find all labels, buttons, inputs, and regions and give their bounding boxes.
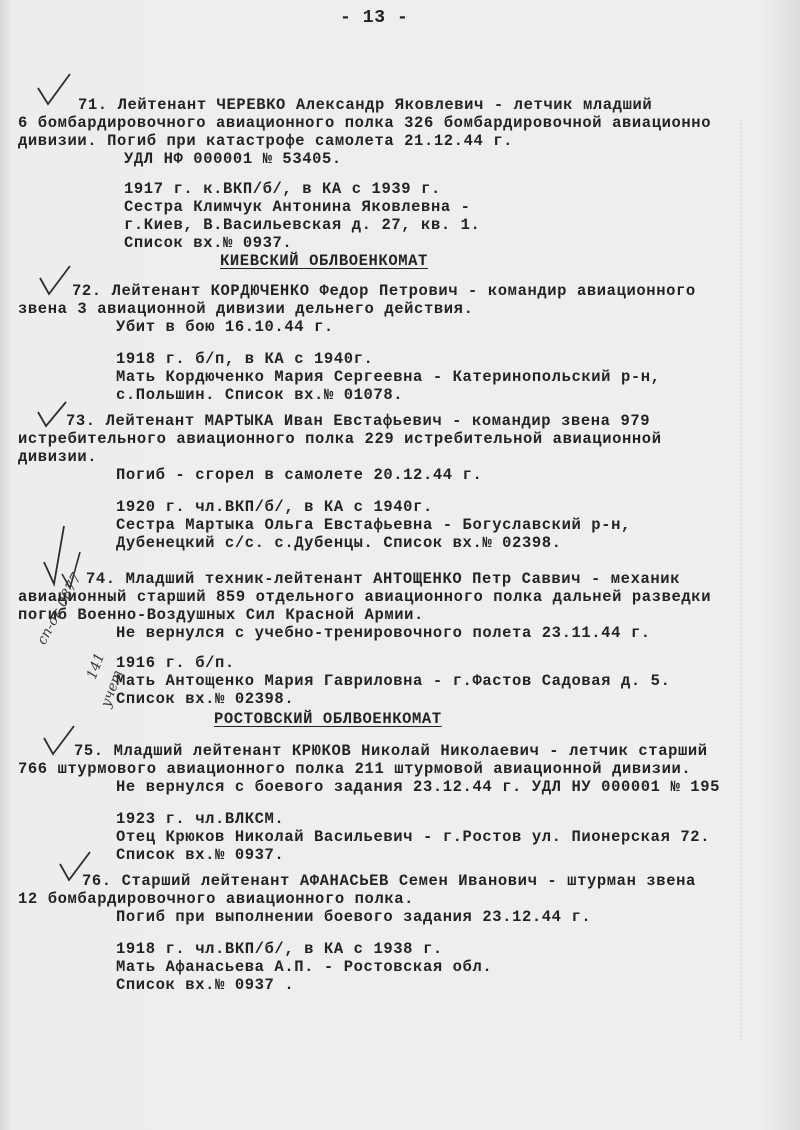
entry-line: 73. Лейтенант МАРТЫКА Иван Евстафьевич - командир звена 979 [66,412,651,430]
entry-line: истребительного авиационного полка 229 истребительной авиационной [18,430,662,448]
checkmark-icon [34,70,74,110]
detail-line: Список вх.№ 0937 . [116,976,295,994]
entry-line: 71. Лейтенант ЧЕРЕВКО Александр Яковлевич - летчик младший [78,96,653,114]
checkmark-icon [36,262,76,300]
entry-line: 75. Младший лейтенант КРЮКОВ Николай Николаевич - летчик старший [74,742,708,760]
entry-line: Погиб при выполнении боевого задания 23.12.44 г. [116,908,592,926]
handwritten-note: учет [98,667,127,710]
detail-line: Мать Кордюченко Мария Сергеевна - Катеринопольский р-н, [116,368,661,386]
entry-line: 6 бомбардировочного авиационного полка 326 бомбардировочной авиационно [18,114,712,132]
detail-line: Список вх.№ 02398. [116,690,295,708]
entry-line: звена 3 авиационной дивизии дельнего действия. [18,300,474,318]
entry-line: Не вернулся с боевого задания 23.12.44 г. УДЛ НУ 000001 № 195 [116,778,720,796]
detail-line: с.Польшин. Список вх.№ 01078. [116,386,404,404]
detail-line: Мать Антощенко Мария Гавриловна - г.Фастов Садовая д. 5. [116,672,671,690]
detail-line: 1923 г. чл.ВЛКСМ. [116,810,285,828]
section-heading: РОСТОВСКИЙ ОБЛВОЕНКОМАТ [214,710,442,728]
page-number: - 13 - [340,8,409,28]
entry-line: 74. Младший техник-лейтенант АНТОЩЕНКО Петр Саввич - механик [86,570,681,588]
entry-line: 76. Старший лейтенант АФАНАСЬЕВ Семен Иванович - штурман звена [82,872,696,890]
entry-line: Убит в бою 16.10.44 г. [116,318,334,336]
entry-line: дивизии. Погиб при катастрофе самолета 21.12.44 г. [18,132,514,150]
detail-line: Дубенецкий с/с. с.Дубенцы. Список вх.№ 02398. [116,534,562,552]
watermark-strip [740,120,782,1040]
detail-line: Отец Крюков Николай Васильевич - г.Ростов ул. Пионерская 72. [116,828,711,846]
detail-line: 1918 г. чл.ВКП/б/, в КА с 1938 г. [116,940,443,958]
entry-line: погиб Военно-Воздушных Сил Красной Армии. [18,606,424,624]
detail-line: Список вх.№ 0937. [124,234,293,252]
detail-line: Сестра Мартыка Ольга Евстафьевна - Богуславский р-н, [116,516,631,534]
entry-line: УДЛ НФ 000001 № 53405. [124,150,342,168]
detail-line: Сестра Климчук Антонина Яковлевна - [124,198,471,216]
entry-line: 12 бомбардировочного авиационного полка. [18,890,415,908]
entry-line: авиационный старший 859 отдельного авиационного полка дальней разведки [18,588,712,606]
detail-line: Мать Афанасьева А.П. - Ростовская обл. [116,958,493,976]
entry-line: 766 штурмового авиационного полка 211 штурмовой авиационной дивизии. [18,760,692,778]
checkmark-icon [34,398,70,432]
section-heading: КИЕВСКИЙ ОБЛВОЕНКОМАТ [220,252,428,270]
entry-line: Не вернулся с учебно-тренировочного полета 23.11.44 г. [116,624,651,642]
handwritten-note: 141 [84,650,109,682]
detail-line: г.Киев, В.Васильевская д. 27, кв. 1. [124,216,481,234]
detail-line: Список вх.№ 0937. [116,846,285,864]
handwritten-note: сп-ок 0877 [34,570,85,648]
entry-line: дивизии. [18,448,98,466]
detail-line: 1920 г. чл.ВКП/б/, в КА с 1940г. [116,498,433,516]
detail-line: 1918 г. б/п, в КА с 1940г. [116,350,374,368]
entry-line: Погиб - сгорел в самолете 20.12.44 г. [116,466,483,484]
detail-line: 1916 г. б/п. [116,654,235,672]
entry-line: 72. Лейтенант КОРДЮЧЕНКО Федор Петрович - командир авиационного [72,282,696,300]
detail-line: 1917 г. к.ВКП/б/, в КА с 1939 г. [124,180,441,198]
